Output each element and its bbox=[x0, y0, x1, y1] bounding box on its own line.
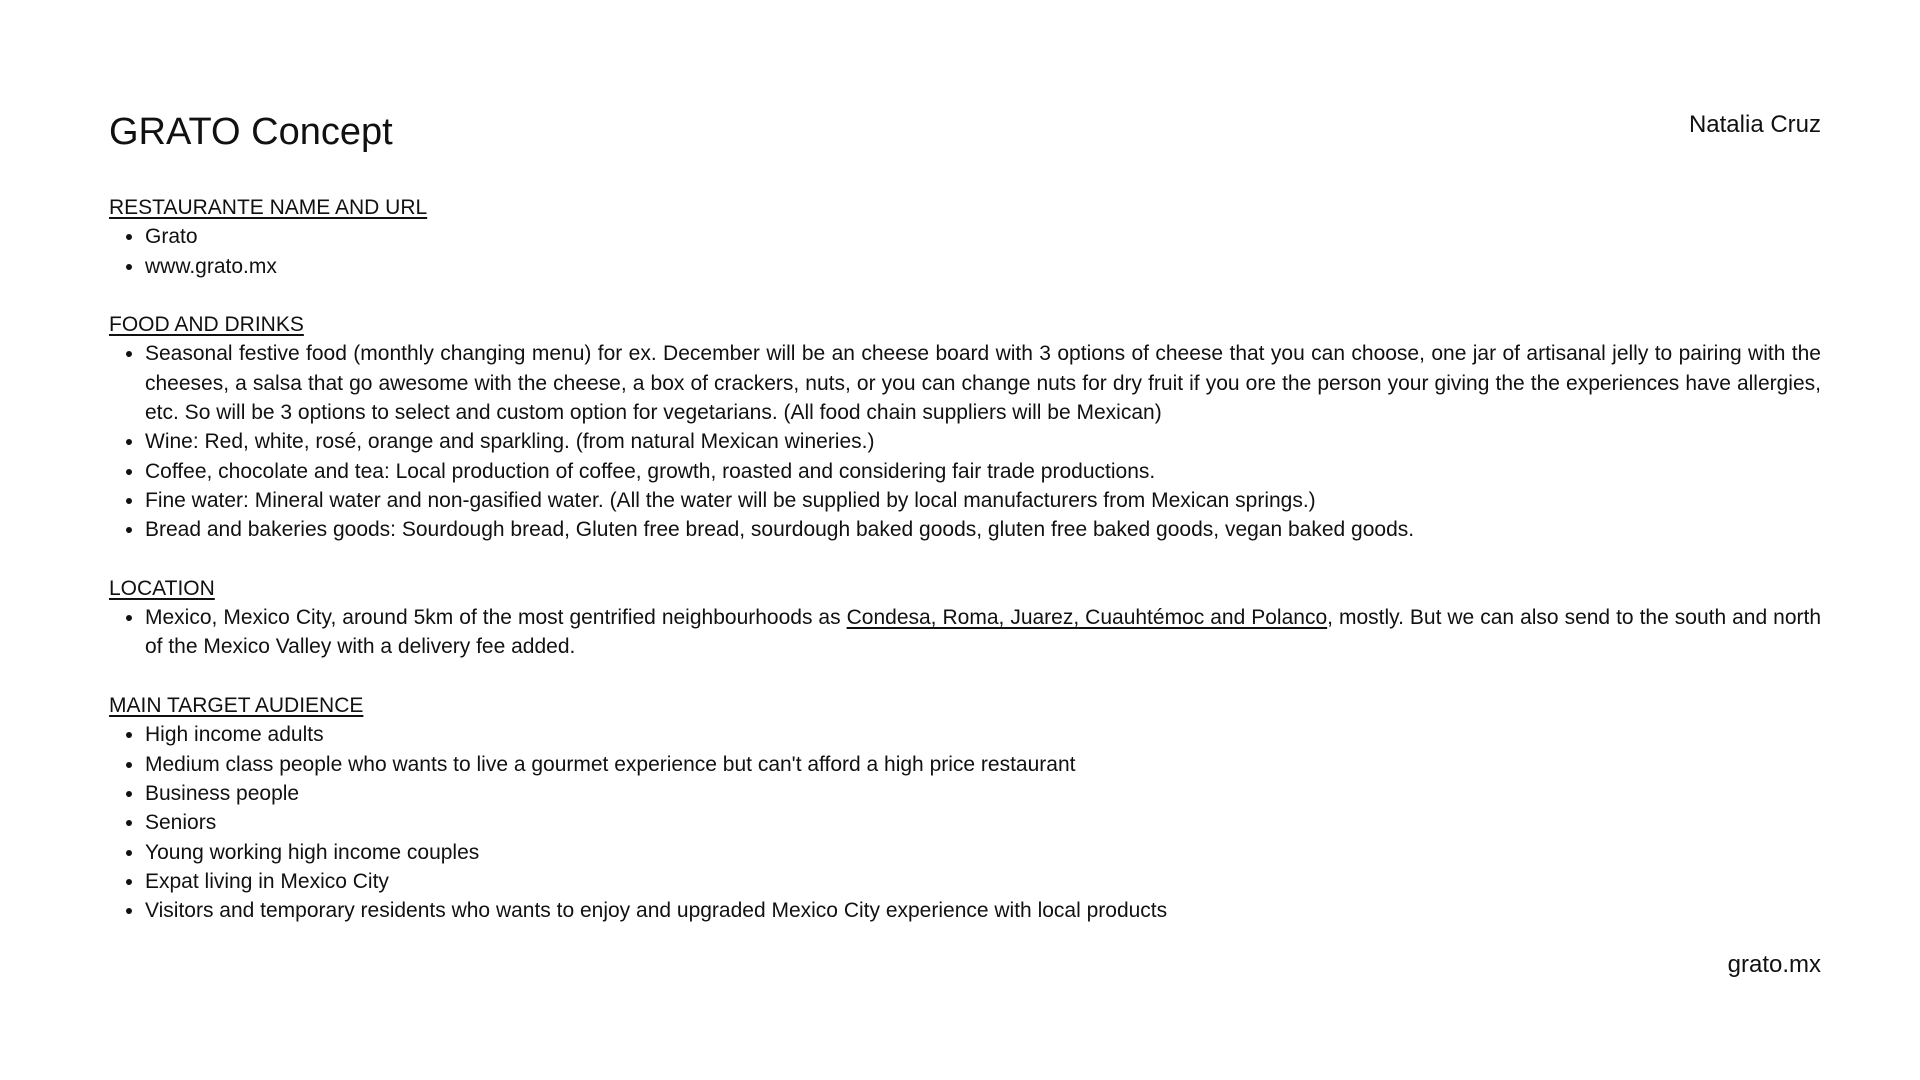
list-item: • Young working high income couples bbox=[145, 838, 1821, 867]
list-item: • Expat living in Mexico City bbox=[145, 867, 1821, 896]
list-item: • Bread and bakeries goods: Sourdough bread, Gluten free bread, sourdough baked goods, gluten free baked goods, vegan baked goods. bbox=[145, 515, 1821, 544]
author-name: Natalia Cruz bbox=[1688, 111, 1821, 138]
list-item: • Seniors bbox=[145, 808, 1821, 837]
list-item: • Grato bbox=[145, 222, 1821, 251]
section-name-url bbox=[109, 193, 1821, 281]
document-title: GRATO Concept bbox=[109, 111, 393, 153]
bullet-list bbox=[109, 339, 1821, 544]
bullet-list bbox=[109, 222, 1821, 281]
list-item: • www.grato.mx bbox=[145, 252, 1821, 281]
list-item: • Visitors and temporary residents who wants to enjoy and upgraded Mexico City experience with local products bbox=[145, 896, 1821, 925]
section-location bbox=[109, 574, 1821, 662]
bullet-list bbox=[109, 603, 1821, 662]
document-body bbox=[109, 193, 1821, 955]
section-target-audience bbox=[109, 691, 1821, 925]
section-heading: MAIN TARGET AUDIENCE bbox=[109, 694, 364, 718]
list-item bbox=[145, 603, 1821, 662]
section-heading: RESTAURANTE NAME AND URL bbox=[109, 196, 428, 219]
list-item: • High income adults bbox=[145, 720, 1821, 749]
bullet-list bbox=[109, 720, 1821, 925]
location-text-before: Mexico, Mexico City, around 5km of the most gentrified neighbourhoods as bbox=[145, 606, 847, 630]
list-item: • Seasonal festive food (monthly changing menu) for ex. December will be an cheese board with 3 options of cheese that you can choose, one jar of artisanal jelly to pairing with the cheeses, a salsa that go awesome with the cheese, a box of crackers, nuts, or you can change nuts for dry fruit if you ore the person your giving the the experiences have allergies, etc. So will be 3 options to select and custom option for vegetarians. (All food chain suppliers will be Mexican) bbox=[145, 339, 1821, 427]
list-item: • Fine water: Mineral water and non-gasified water. (All the water will be supplied by local manufacturers from Mexican springs.) bbox=[145, 486, 1821, 515]
list-item: • Business people bbox=[145, 779, 1821, 808]
section-heading: FOOD AND DRINKS bbox=[109, 313, 304, 337]
section-heading: LOCATION bbox=[109, 576, 215, 600]
section-food-drinks bbox=[109, 310, 1821, 544]
list-item: • Coffee, chocolate and tea: Local production of coffee, growth, roasted and considering fair trade productions. bbox=[145, 457, 1821, 486]
location-text-after: , mostly. But we can also send to the south and north of the Mexico Valley with a delivery fee added. bbox=[145, 606, 1822, 659]
list-item: • Medium class people who wants to live a gourmet experience but can't afford a high price restaurant bbox=[145, 750, 1821, 779]
list-item: • Wine: Red, white, rosé, orange and sparkling. (from natural Mexican wineries.) bbox=[145, 427, 1821, 456]
footer-site-name: grato.mx bbox=[1727, 951, 1821, 978]
neighbourhoods-link[interactable]: Condesa, Roma, Juarez, Cuauhtémoc and Polanco bbox=[846, 606, 1328, 630]
